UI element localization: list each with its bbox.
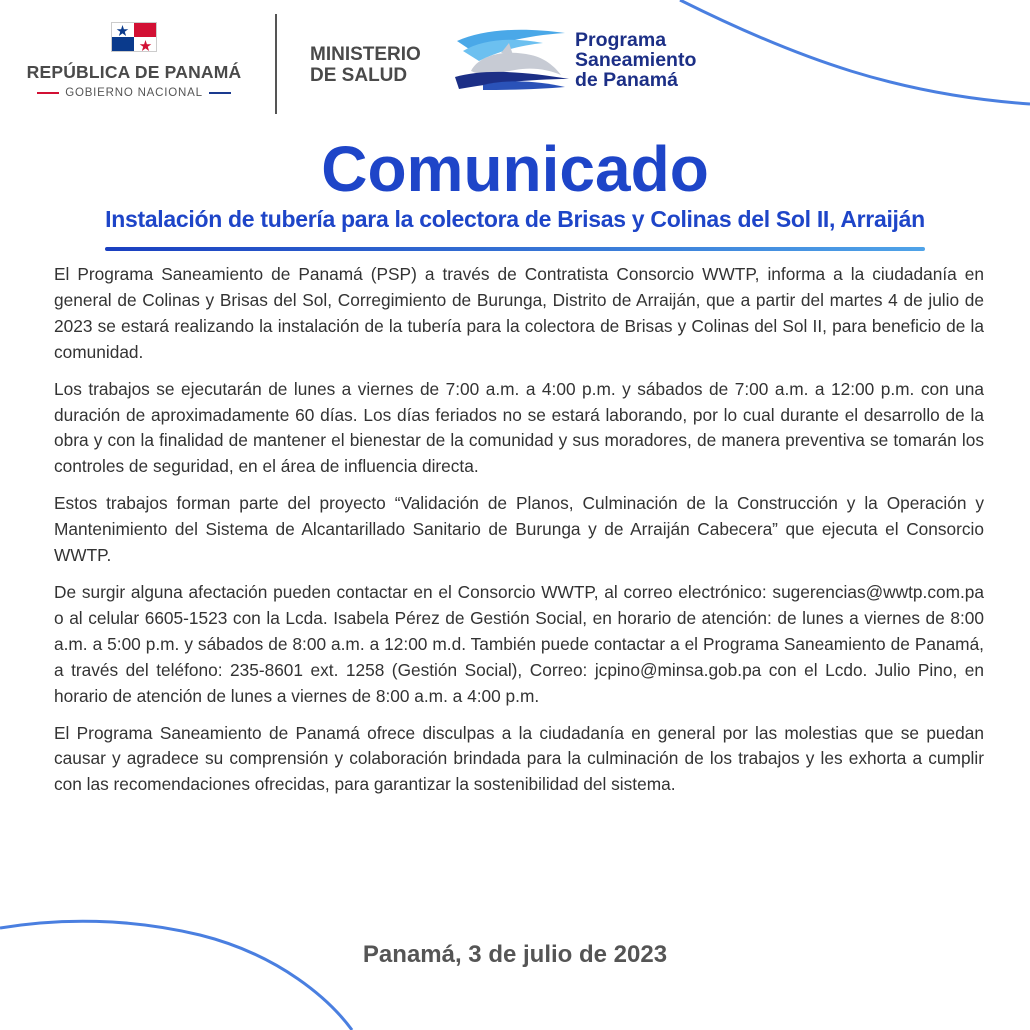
body-paragraph: El Programa Saneamiento de Panamá (PSP) a través de Contratista Consorcio WWTP, informa a la ciudadanía en general de Colinas y Brisas del Sol, Corregimiento de Burunga, Distrito de Arraiján, que a partir del martes 4 de julio de 2023 se estará realizando la instalación de la tubería para la colectora de Brisas y Colinas del Sol II, para beneficio de la comunidad.	[54, 264, 984, 362]
header-divider	[275, 14, 277, 114]
gov-title: REPÚBLICA DE PANAMÁ	[26, 62, 242, 82]
blue-rule	[209, 92, 231, 94]
gov-subtitle: GOBIERNO NACIONAL	[65, 87, 203, 99]
government-logo	[14, 22, 254, 99]
title-underline	[105, 247, 925, 251]
page-title: Comunicado	[321, 133, 709, 205]
body-paragraph: Los trabajos se ejecutarán de lunes a viernes de 7:00 a.m. a 4:00 p.m. y sábados de 7:00 a.m. a 12:00 p.m. con una duración de aproximadamente 60 días. Los días feriados no se estará laborando, por lo cual durante el desarrollo de la obra y con la finalidad de mantener el bienestar de la comunidad y sus moradores, de manera preventiva se tomarán los controles de seguridad, en el área de influencia directa.	[54, 378, 984, 477]
dolphin-icon	[453, 27, 571, 91]
body-paragraph: Estos trabajos forman parte del proyecto “Validación de Planos, Culminación de la Construcción y la Operación y Mantenimiento del Sistema de Alcantarillado Sanitario de Burunga y de Arraiján Cabecera” que ejecuta el Consorcio WWTP.	[54, 493, 984, 566]
body-paragraph: El Programa Saneamiento de Panamá ofrece disculpas a la ciudadanía en general por las molestias que se puedan causar y agradece su comprensión y colaboración brindada para la culminación de los trabajos y les exhorta a cumplir con las recomendaciones ofrecidas, para garantizar la sostenibilidad del sistema.	[54, 722, 984, 795]
footer-date: Panamá, 3 de julio de 2023	[362, 941, 668, 968]
program-line-1: Programa	[575, 29, 667, 51]
ministry-line-1: MINISTERIO	[310, 44, 421, 65]
program-logo-text	[575, 30, 696, 90]
program-line-2: Saneamiento	[575, 49, 697, 71]
gov-subtitle-row	[14, 87, 254, 99]
body-paragraph: De surgir alguna afectación pueden contactar en el Consorcio WWTP, al correo electrónico: sugerencias@wwtp.com.pa o al celular 6605-1523 con la Lcda. Isabela Pérez de Gestión Social, en horario de atención: de lunes a viernes de 8:00 a.m. a 5:00 p.m. y sábados de 8:00 a.m. a 12:00 m.d. También puede contactar a el Programa Saneamiento de Panamá, a través del teléfono: 235-8601 ext. 1258 (Gestión Social), Correo: jcpino@minsa.gob.pa con el Lcdo. Julio Pino, en horario de atención de lunes a viernes de 8:00 a.m. a 4:00 p.m.	[54, 581, 984, 706]
ministry-logo	[310, 44, 421, 86]
ministry-line-2: DE SALUD	[310, 65, 408, 86]
program-line-3: de Panamá	[575, 69, 678, 91]
communique-body	[54, 262, 984, 809]
red-rule	[37, 92, 59, 94]
page-subtitle: Instalación de tubería para la colectora de Brisas y Colinas del Sol II, Arraiján	[105, 206, 925, 232]
panama-flag-icon	[111, 22, 157, 52]
